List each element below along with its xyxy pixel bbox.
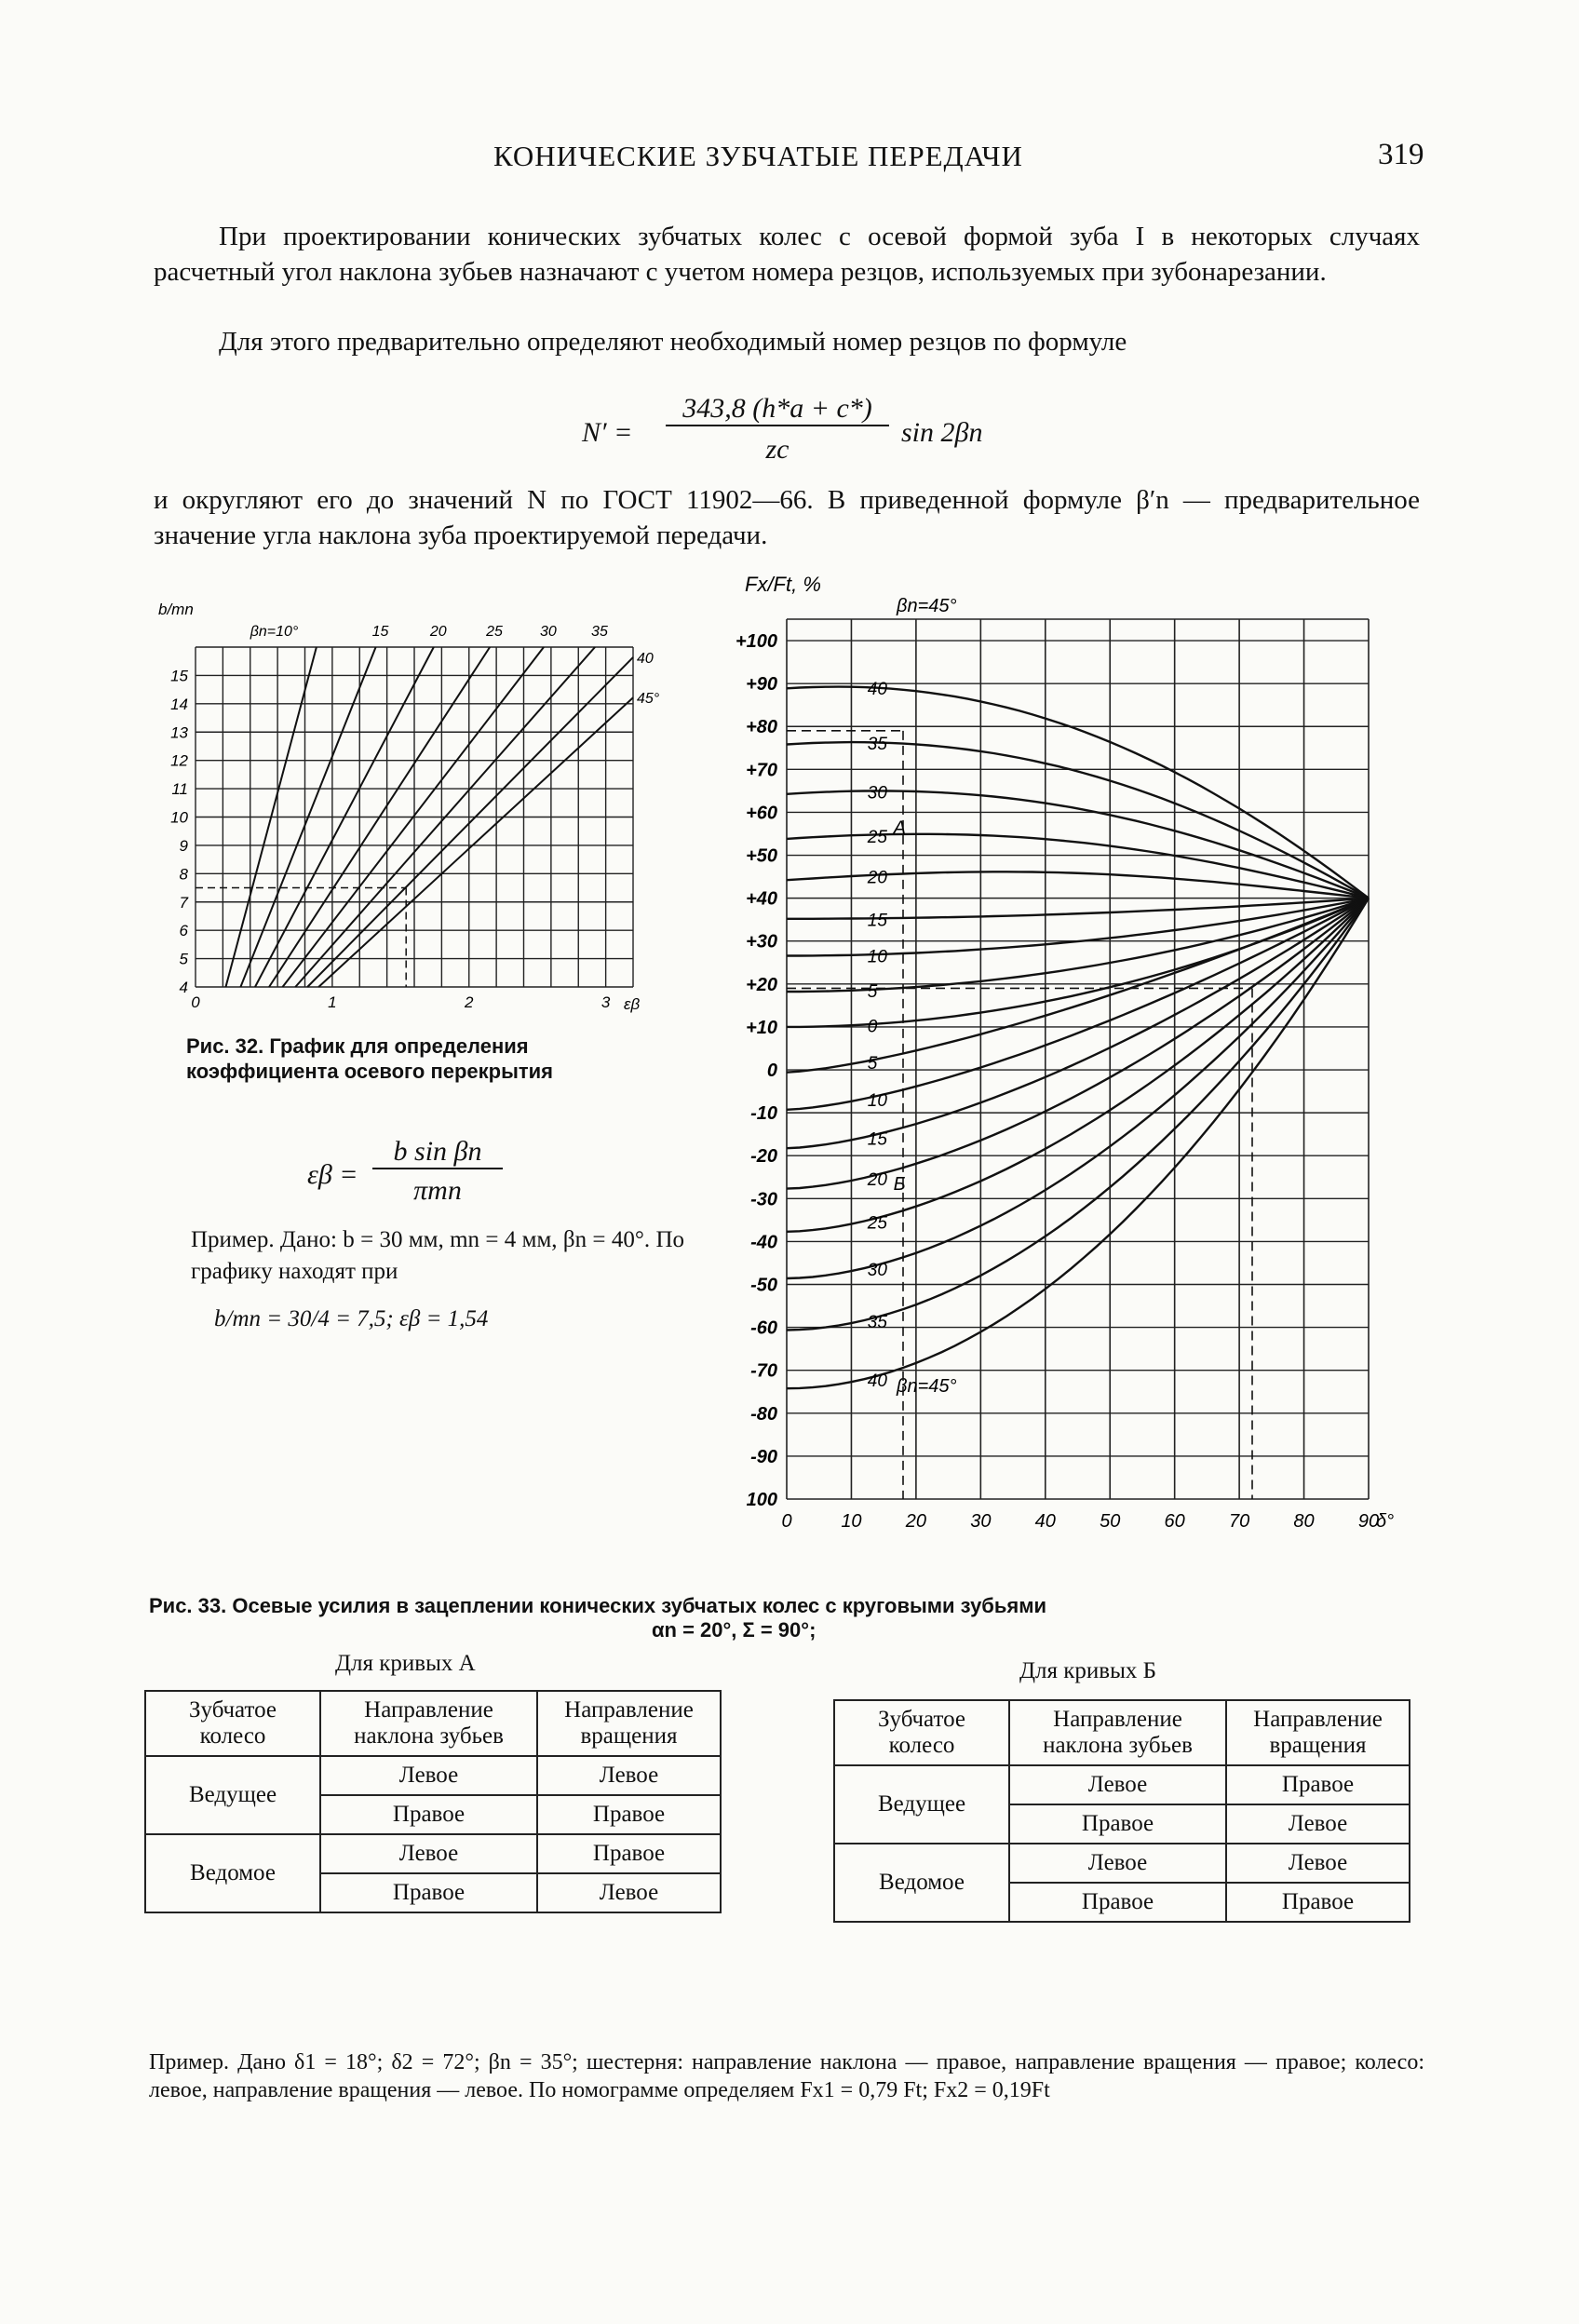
fig33-lower-label: 5	[867, 1054, 878, 1074]
fig33-lower-label: 40	[867, 1371, 887, 1392]
fig32-series-line	[318, 697, 633, 987]
y-tick-label: +60	[746, 803, 777, 824]
y-tick-label: -20	[750, 1146, 777, 1168]
table-cell: Правое	[1009, 1804, 1226, 1844]
tableA-header-gear: Зубчатое колесо	[145, 1691, 320, 1756]
fig33-upper-label: 35	[867, 735, 887, 755]
fig33-upper-label: 20	[867, 868, 887, 888]
fig33-lower-label: 35	[867, 1313, 887, 1333]
fig32-chart	[149, 596, 670, 1024]
formula-rhs: sin 2βn	[901, 417, 983, 448]
paragraph-2: Для этого предварительно определяют необходимый номер резцов по формуле	[219, 327, 1127, 357]
tableB	[833, 1699, 1410, 1923]
x-tick-label: 30	[970, 1511, 992, 1532]
y-tick-label: 11	[171, 780, 188, 799]
fig33-upper-label: 0	[867, 1017, 878, 1037]
tableA-header-tilt: Направление наклона зубьев	[320, 1691, 537, 1756]
fig32-formula-lhs: εβ =	[307, 1159, 358, 1190]
tableB-title: Для кривых Б	[1019, 1658, 1157, 1683]
fig32-caption: Рис. 32. График для определения коэффициента осевого перекрытия	[186, 1034, 554, 1083]
fig32-series-label: 40	[637, 650, 654, 667]
y-tick-label: 7	[179, 893, 188, 912]
y-tick-label: +100	[735, 631, 777, 653]
table-cell: Правое	[1226, 1765, 1410, 1804]
fig32-formula-numerator: b sin βn	[372, 1136, 503, 1169]
fig33-upper-label: 5	[867, 982, 878, 1003]
table-cell: Правое	[320, 1873, 537, 1912]
bottom-beta-label: βn=45°	[897, 1375, 957, 1397]
x-tick-label: 10	[841, 1511, 862, 1532]
y-tick-label: -70	[750, 1360, 777, 1382]
fig33-lower-label: 25	[867, 1213, 887, 1234]
point-b-label: Б	[893, 1174, 906, 1196]
tableB-header-rot: Направление вращения	[1226, 1700, 1410, 1765]
table-cell: Левое	[1226, 1844, 1410, 1883]
fig33-upper-label: 25	[867, 827, 887, 847]
fig32-series-label: 30	[540, 624, 557, 640]
tableA-header-rot: Направление вращения	[537, 1691, 721, 1756]
table-cell: Правое	[320, 1795, 537, 1834]
fig32-series-label: 15	[371, 624, 389, 640]
fig32-series-label: 20	[429, 624, 447, 640]
tableA-gear-driven: Ведомое	[145, 1834, 320, 1912]
fig33-caption: Рис. 33. Осевые усилия в зацеплении конических зубчатых колес с круговыми зубьями	[149, 1594, 1047, 1617]
table-cell: Левое	[1009, 1765, 1226, 1804]
tableA-gear-driving: Ведущее	[145, 1756, 320, 1834]
x-axis-label: εβ	[624, 995, 641, 1013]
y-tick-label: 4	[179, 979, 188, 996]
point-a-label: A	[893, 817, 906, 839]
fig32-series-label: 35	[591, 624, 608, 640]
x-tick-label: 50	[1100, 1511, 1121, 1532]
y-tick-label: -60	[750, 1317, 777, 1339]
y-tick-label: 100	[746, 1490, 777, 1510]
fig33-caption-params: αn = 20°, Σ = 90°;	[652, 1618, 816, 1642]
fig32-formula-denominator: πmn	[413, 1175, 462, 1206]
y-tick-label: +80	[746, 717, 777, 738]
x-tick-label: 1	[328, 993, 337, 1011]
fig32-example: Пример. Дано: b = 30 мм, mn = 4 мм, βn = 40°. По графику находят при	[191, 1227, 684, 1284]
y-tick-label: 9	[179, 836, 188, 855]
beta-header-label: βn=10°	[250, 624, 299, 640]
y-tick-label: -10	[750, 1103, 777, 1125]
y-tick-label: +50	[746, 845, 777, 867]
x-tick-label: 20	[905, 1511, 927, 1532]
y-axis-label: Fx/Ft, %	[745, 573, 821, 596]
fig33-upper-label: 15	[867, 911, 887, 931]
x-tick-label: 0	[191, 993, 200, 1011]
y-tick-label: -80	[750, 1403, 777, 1425]
fig33-upper-label: 10	[867, 947, 887, 967]
formula-lhs: N′ =	[582, 417, 633, 448]
page-number: 319	[1378, 138, 1424, 171]
y-tick-label: -30	[750, 1189, 777, 1210]
table-cell: Левое	[320, 1834, 537, 1873]
table-cell: Левое	[320, 1756, 537, 1795]
y-tick-label: -40	[750, 1232, 777, 1253]
fig33-upper-label: 40	[867, 680, 887, 700]
x-tick-label: 2	[465, 993, 474, 1011]
y-tick-label: 0	[766, 1061, 777, 1082]
x-tick-label: 70	[1228, 1511, 1250, 1532]
fig32-example-result: b/mn = 30/4 = 7,5; εβ = 1,54	[214, 1306, 489, 1331]
y-tick-label: 8	[179, 865, 188, 884]
fig33-lower-label: 10	[867, 1090, 887, 1111]
table-cell: Левое	[1226, 1804, 1410, 1844]
footer-example: Пример. Дано δ1 = 18°; δ2 = 72°; βn = 35°; шестерня: направление наклона — правое, направление вращения — правое; колесо: левое, направление вращения — левое. По номограмме определяем Fx1 = 0,79 Ft; Fx2 = 0,19Ft	[149, 2050, 1424, 2102]
x-axis-label: δ°	[1376, 1511, 1395, 1532]
y-tick-label: 13	[170, 723, 188, 742]
y-tick-label: +90	[746, 674, 777, 696]
table-cell: Правое	[537, 1834, 721, 1873]
table-cell: Правое	[1009, 1883, 1226, 1922]
tableB-header-tilt: Направление наклона зубьев	[1009, 1700, 1226, 1765]
y-tick-label: 15	[170, 667, 188, 685]
x-tick-label: 80	[1293, 1511, 1315, 1532]
fig33-chart	[689, 563, 1434, 1560]
tableB-gear-driven: Ведомое	[834, 1844, 1009, 1922]
x-tick-label: 3	[601, 993, 611, 1011]
x-tick-label: 90	[1357, 1511, 1380, 1532]
formula-denominator: zc	[765, 434, 790, 465]
x-tick-label: 0	[781, 1511, 792, 1532]
tableB-gear-driving: Ведущее	[834, 1765, 1009, 1844]
y-axis-label: b/mn	[158, 601, 194, 618]
y-tick-label: +40	[746, 888, 777, 910]
y-tick-label: 6	[179, 922, 188, 940]
paragraph-1: При проектировании конических зубчатых колес с осевой формой зуба I в некоторых случаях расчетный угол наклона зубьев назначают с учетом номера резцов, используемых при зубонарезании.	[154, 222, 1420, 287]
y-tick-label: +70	[746, 760, 777, 781]
fig32-series-label: 25	[486, 624, 503, 640]
fig32-series-label: 45°	[637, 691, 660, 708]
fig33-upper-label: 30	[867, 783, 887, 804]
y-tick-label: 5	[179, 950, 188, 968]
fig33-lower-label: 15	[867, 1129, 887, 1150]
table-cell: Левое	[537, 1756, 721, 1795]
y-tick-label: -50	[750, 1275, 777, 1296]
top-beta-label: βn=45°	[897, 596, 957, 616]
y-tick-label: +30	[746, 931, 777, 953]
x-tick-label: 60	[1164, 1511, 1185, 1532]
fig32-series-line	[307, 657, 633, 987]
table-cell: Правое	[537, 1795, 721, 1834]
tableB-header-gear: Зубчатое колесо	[834, 1700, 1009, 1765]
table-cell: Левое	[1009, 1844, 1226, 1883]
y-tick-label: 10	[170, 808, 188, 827]
running-header: КОНИЧЕСКИЕ ЗУБЧАТЫЕ ПЕРЕДАЧИ	[493, 140, 1023, 172]
paragraph-3: и округляют его до значений N по ГОСТ 11902—66. В приведенной формуле β′n — предварительное значение угла наклона зуба проектируемой передачи.	[154, 485, 1420, 550]
formula-numerator: 343,8 (h*a + c*)	[666, 393, 889, 426]
y-tick-label: +20	[746, 974, 777, 995]
tableA	[144, 1690, 722, 1913]
table-cell: Правое	[1226, 1883, 1410, 1922]
y-tick-label: 12	[170, 751, 188, 770]
x-tick-label: 40	[1034, 1511, 1056, 1532]
tableA-title: Для кривых А	[335, 1651, 476, 1676]
fig33-lower-label: 30	[867, 1261, 887, 1281]
y-tick-label: 14	[170, 695, 188, 713]
y-tick-label: +10	[746, 1017, 777, 1038]
fig33-lower-label: 20	[867, 1169, 887, 1190]
table-cell: Левое	[537, 1873, 721, 1912]
y-tick-label: -90	[750, 1446, 777, 1467]
